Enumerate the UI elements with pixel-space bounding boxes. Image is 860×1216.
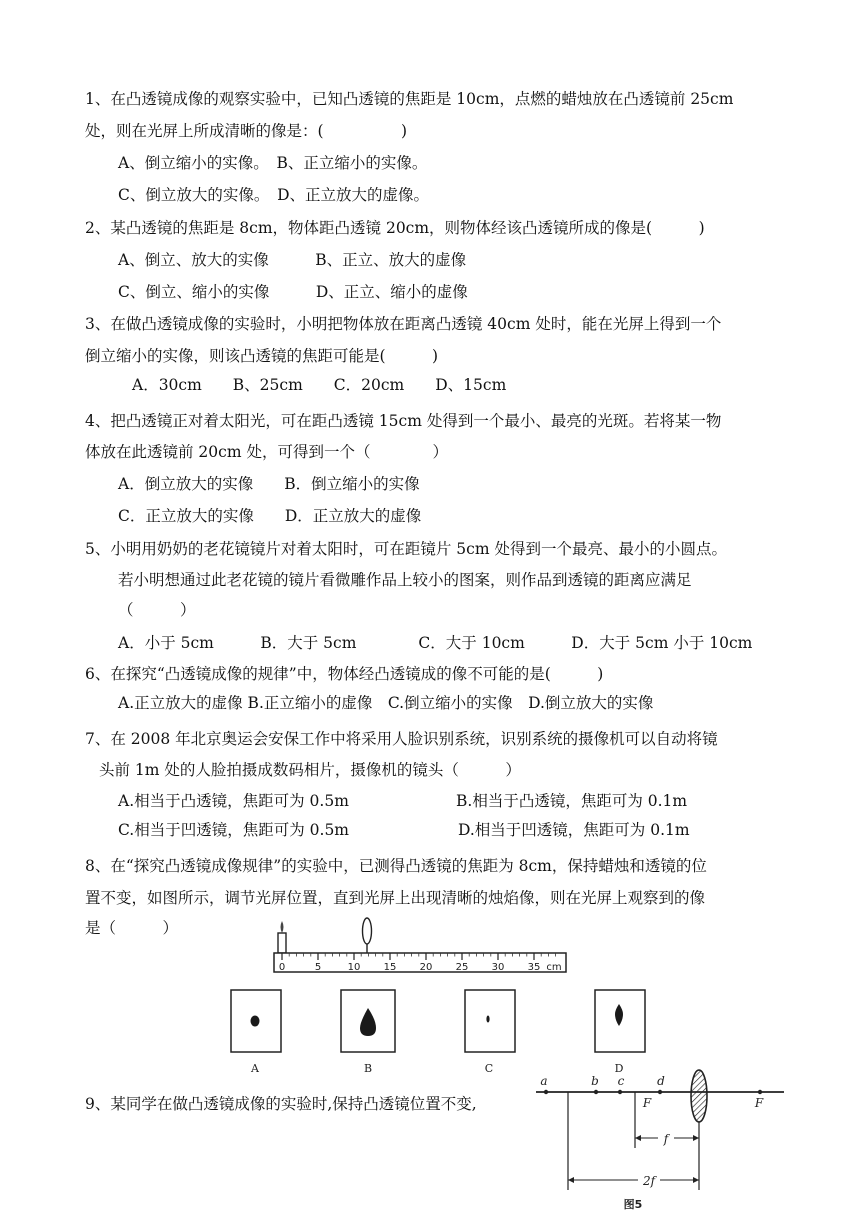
q7-line2: 头前 1m 处的人脸拍摄成数码相片，摄像机的镜头（ ） [99,761,521,779]
q2-options-ab: A、倒立、放大的实像 B、正立、放大的虚像 [118,251,467,269]
choice-label: C [484,1062,494,1075]
q7-option-a: A.相当于凸透镜，焦距可为 0.5m [118,792,349,810]
ruler-tick-label: 20 [419,962,433,973]
q8-image-choice-b [338,988,398,1078]
q5-line1: 5、小明用奶奶的老花镜镜片对着太阳时，可在距镜片 5cm 处得到一个最亮、最小的小圆点。 [85,540,727,558]
q2-line1: 2、某凸透镜的焦距是 8cm，物体距凸透镜 20cm，则物体经该凸透镜所成的像是( ) [85,219,705,237]
q9-figure-5 [530,1060,790,1210]
choice-label: D [614,1062,624,1075]
q1-options-ab: A、倒立缩小的实像。 B、正立缩小的实像。 [118,154,428,172]
q9-line1: 9、某同学在做凸透镜成像的实验时,保持凸透镜位置不变, [85,1095,477,1113]
f-label: f [663,1132,669,1146]
q8-line1: 8、在“探究凸透镜成像规律”的实验中，已测得凸透镜的焦距为 8cm，保持蜡烛和透镜的位 [85,857,707,875]
choice-label: A [251,1062,259,1075]
q3-options: A．30cm B、25cm C．20cm D、15cm [132,376,507,394]
q5-options: A．小于 5cm B．大于 5cm C．大于 10cm D．大于 5cm 小于 10cm [118,634,753,652]
q7-option-b: B.相当于凸透镜，焦距可为 0.1m [456,792,688,810]
choice-label: B [363,1062,373,1075]
point-d-marker [658,1090,662,1094]
q7-option-d: D.相当于凹透镜，焦距可为 0.1m [458,821,690,839]
point-b-marker [594,1090,598,1094]
figure-caption: 图5 [623,1198,643,1210]
focal-length-dimension [635,1131,699,1146]
q1-line2: 处，则在光屏上所成清晰的像是：( ) [85,122,408,140]
q8-optical-bench-figure [270,913,570,983]
point-b-label: b [591,1074,599,1088]
q4-line1: 4、把凸透镜正对着太阳光，可在距凸透镜 15cm 处得到一个最小、最亮的光斑。若将某一物 [85,412,722,430]
q4-options-cd: C．正立放大的实像 D．正立放大的虚像 [118,507,422,525]
2f-label: 2f [642,1174,656,1188]
q5-line3: （ ） [118,601,196,619]
q5-line2: 若小明想通过此老花镜的镜片看微雕作品上较小的图案，则作品到透镜的距离应满足 [118,571,692,589]
point-a-marker [544,1090,548,1094]
flame-image-icon [486,1016,489,1023]
q6-options: A.正立放大的虚像 B.正立缩小的虚像 C.倒立缩小的实像 D.倒立放大的实像 [118,694,654,712]
q3-line1: 3、在做凸透镜成像的实验时，小明把物体放在距离凸透镜 40cm 处时，能在光屏上得到一个 [85,315,722,333]
point-d-label: d [657,1074,665,1088]
convex-lens-icon [363,918,372,955]
ruler-tick-label: 30 [491,962,505,973]
ruler-tick-label: 5 [314,962,322,973]
q1-line1: 1、在凸透镜成像的观察实验中，已知凸透镜的焦距是 10cm，点燃的蜡烛放在凸透镜前 25cm [85,90,734,108]
focus-right-marker [758,1090,762,1094]
q3-line2: 倒立缩小的实像，则该凸透镜的焦距可能是( ) [85,347,439,365]
focus-right-label: F [754,1096,764,1110]
double-focal-length-dimension [568,1172,699,1188]
point-c-marker [618,1090,622,1094]
ruler-tick-label: 15 [383,962,397,973]
focus-left-label: F [642,1096,652,1110]
q8-line2: 置不变，如图所示，调节光屏位置，直到光屏上出现清晰的烛焰像，则在光屏上观察到的像 [85,889,706,907]
q1-options-cd: C、倒立放大的实像。 D、正立放大的虚像。 [118,186,430,204]
ruler-unit-label: cm [546,962,562,973]
q4-line2: 体放在此透镜前 20cm 处，可得到一个（ ） [85,443,448,461]
q4-options-ab: A．倒立放大的实像 B．倒立缩小的实像 [118,475,420,493]
convex-lens-icon [691,1070,707,1122]
ruler-tick-label: 35 [527,962,541,973]
q7-option-c: C.相当于凹透镜，焦距可为 0.5m [118,821,350,839]
q8-image-choice-a [228,988,284,1078]
ruler-tick-label: 0 [278,962,286,973]
ruler-tick-label: 25 [455,962,469,973]
q8-line3: 是（ ） [85,919,179,937]
point-a-label: a [540,1074,548,1088]
ruler-tick-label: 10 [347,962,361,973]
q7-line1: 7、在 2008 年北京奥运会安保工作中将采用人脸识别系统，识别系统的摄像机可以自动将镜 [85,730,718,748]
q2-options-cd: C、倒立、缩小的实像 D、正立、缩小的虚像 [118,283,468,301]
q6-line1: 6、在探究“凸透镜成像的规律”中，物体经凸透镜成的像不可能的是( ) [85,665,604,683]
q8-image-choice-c [462,988,518,1078]
flame-image-icon [251,1016,260,1027]
candle-icon [278,921,286,953]
point-c-label: c [617,1074,625,1088]
